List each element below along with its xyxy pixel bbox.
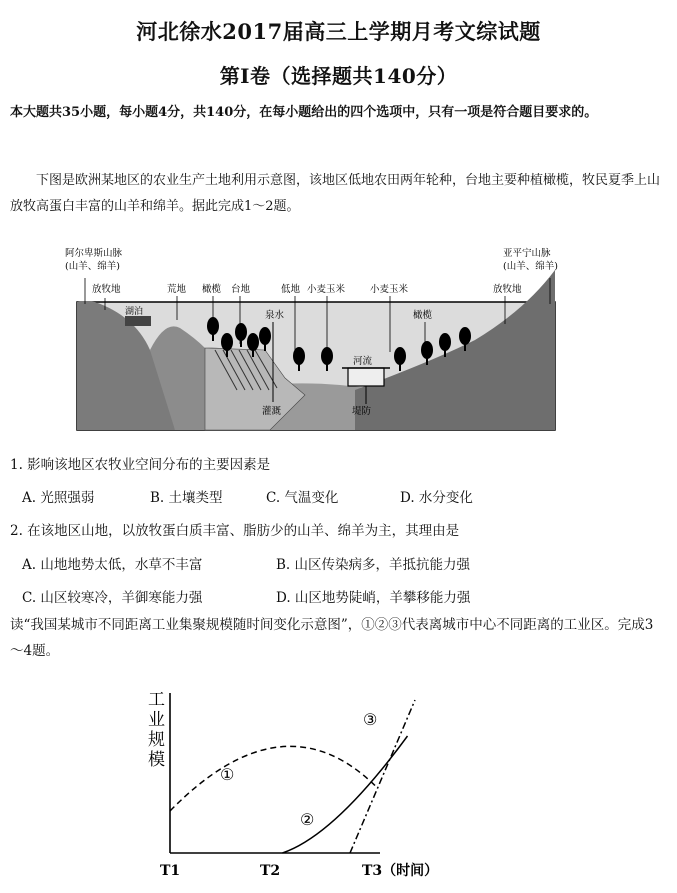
q1-option-b: B. 土壤类型: [150, 490, 223, 506]
ylabel-4: 模: [148, 750, 165, 770]
ylabel-3: 规: [148, 730, 165, 750]
label-alps-sub: (山羊、绵羊): [65, 261, 120, 272]
passage-2: 读“我国某城市不同距离工业集聚规模随时间变化示意图”，①②③代表离城市中心不同距离的工业区。完成3～4题。: [10, 617, 654, 659]
question-1-stem: 1. 影响该地区农牧业空间分布的主要因素是: [10, 457, 271, 473]
series-line-1: [170, 746, 375, 811]
passage-1: 下图是欧洲某地区的农业生产土地利用示意图，该地区低地农田两年轮种，台地主要种植橄榄，牧民夏季上山放牧高蛋白丰富的山羊和绵羊。据此完成1～2题。: [10, 173, 661, 214]
instructions-text: 本大题共35小题，每小题4分，共140分，在每小题给出的四个选项中，只有一项是符合题目要求的。: [10, 105, 598, 120]
q1-option-a: A. 光照强弱: [22, 490, 95, 506]
x-tick-1: T1: [160, 863, 181, 879]
label-apennines: 亚平宁山脉: [503, 248, 551, 259]
label-irrigation: 灌溉: [262, 406, 282, 417]
series-label-3: ③: [363, 710, 378, 729]
ylabel-1: 工: [148, 690, 165, 710]
q2-option-d: D. 山区地势陡峭，羊攀移能力强: [276, 590, 471, 606]
label-lake: 湖泊: [125, 307, 144, 317]
series-label-1: ①: [220, 765, 235, 784]
label-wasteland: 荒地: [167, 284, 187, 295]
label-terrace: 台地: [231, 284, 251, 295]
label-river: 河流: [353, 356, 373, 367]
label-apennines-sub: (山羊、绵羊): [503, 261, 558, 272]
q2-option-b: B. 山区传染病多，羊抵抗能力强: [276, 557, 471, 573]
label-pasture-right: 放牧地: [493, 284, 522, 295]
label-levee: 堤防: [352, 406, 372, 417]
series-line-3: [350, 700, 415, 853]
label-wheat-corn-2: 小麦玉米: [370, 284, 409, 295]
series-line-2: [283, 736, 408, 853]
label-lowland: 低地: [281, 284, 301, 295]
industry-scale-chart: [130, 685, 460, 885]
section-title: 第I卷（选择题共140分）: [219, 64, 458, 88]
label-pasture-left: 放牧地: [92, 284, 121, 295]
label-olive-1: 橄榄: [202, 284, 222, 295]
label-alps: 阿尔卑斯山脉: [65, 248, 123, 259]
question-2-stem: 2. 在该地区山地，以放牧蛋白质丰富、脂肪少的山羊、绵羊为主，其理由是: [10, 523, 460, 539]
page-title: 河北徐水2017届高三上学期月考文综试题: [136, 19, 541, 44]
q1-option-d: D. 水分变化: [400, 490, 473, 506]
land-use-diagram: [55, 240, 565, 435]
q2-option-c: C. 山区较寒冷，羊御寒能力强: [22, 590, 203, 606]
ylabel-2: 业: [148, 710, 165, 730]
x-tick-3: T3（时间）: [362, 863, 439, 879]
label-wheat-corn-1: 小麦玉米: [307, 284, 346, 295]
q1-option-c: C. 气温变化: [266, 490, 339, 506]
q2-option-a: A. 山地地势太低，水草不丰富: [22, 557, 203, 573]
label-olive-2: 橄榄: [413, 310, 433, 321]
x-tick-2: T2: [260, 863, 281, 879]
series-label-2: ②: [300, 810, 315, 829]
label-spring: 泉水: [265, 310, 285, 321]
